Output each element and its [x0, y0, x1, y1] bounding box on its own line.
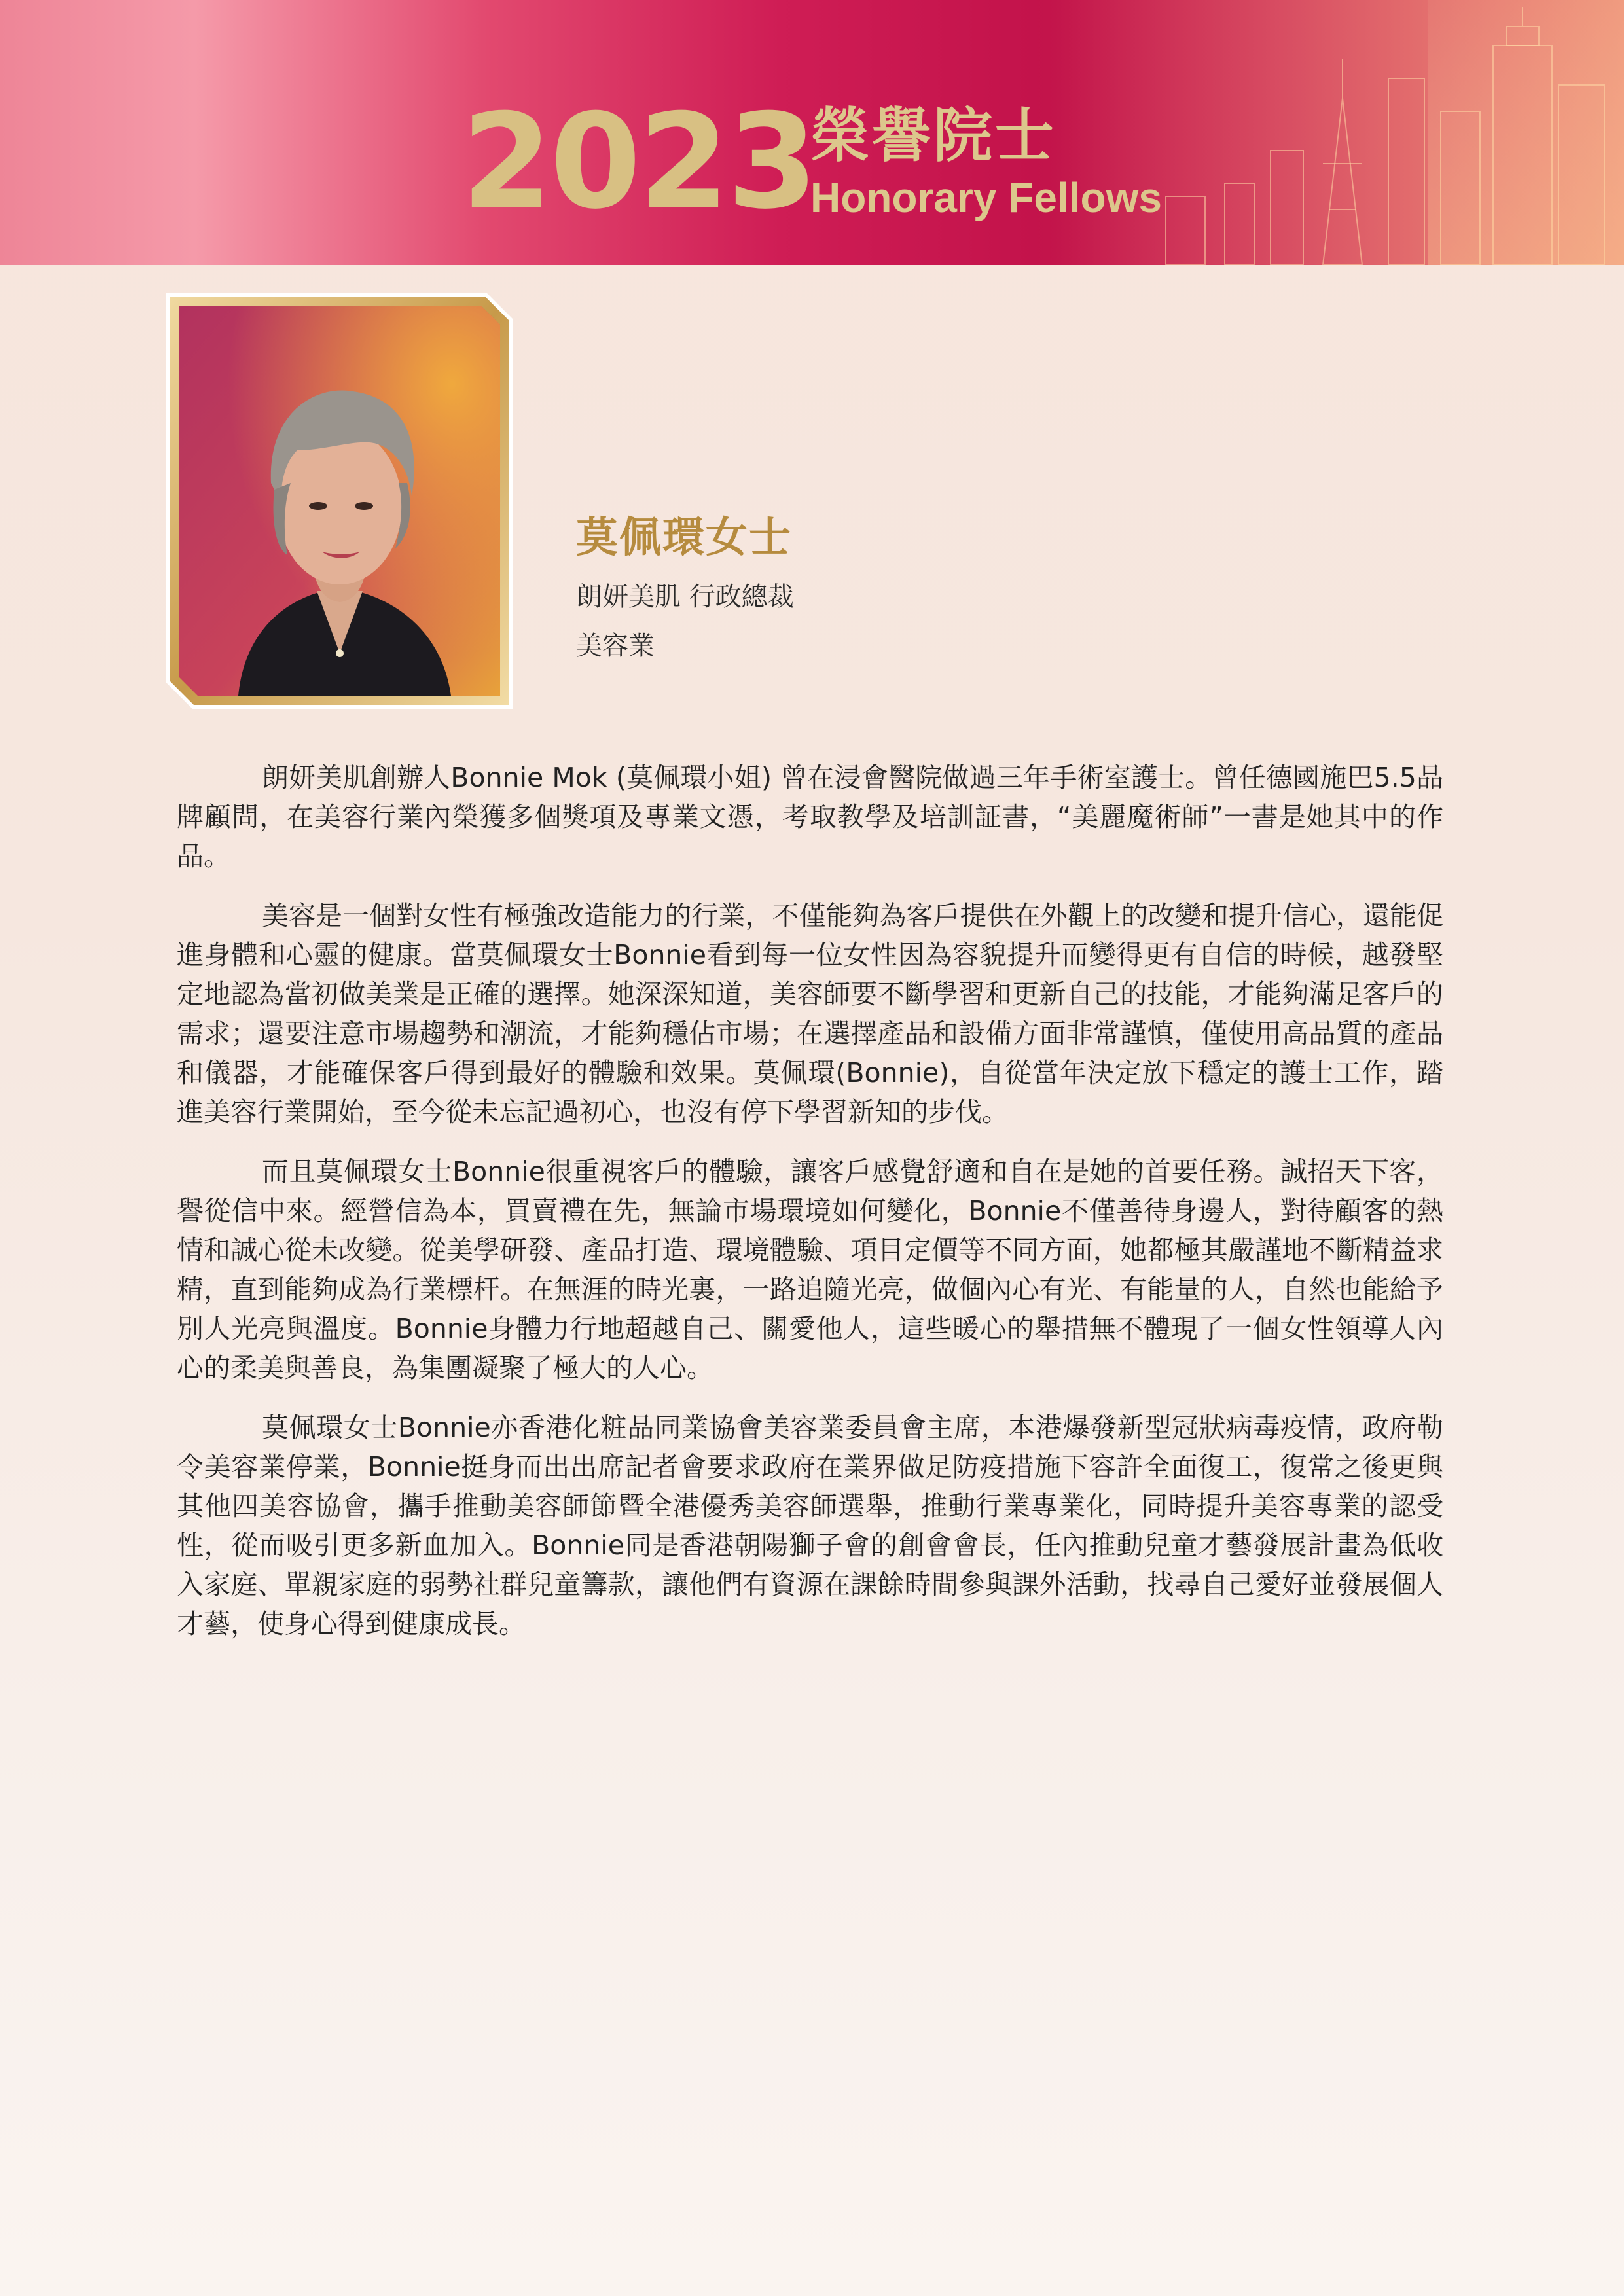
portrait-photo	[160, 287, 520, 715]
biography-paragraph: 莫佩環女士Bonnie亦香港化粧品同業協會美容業委員會主席，本港爆發新型冠狀病毒疫情，政府勒令美容業停業，Bonnie挺身而出出席記者會要求政府在業界做足防疫措施下容許全面復工，復常之後更與其他四美容協會，攜手推動美容師節暨全港優秀美容師選舉，推動行業專業化，同時提升美容專業的認受性，從而吸引更多新血加入。Bonnie同是香港朝陽獅子會的創會會長，任內推動兒童才藝發展計畫為低收入家庭、單親家庭的弱勢社群兒童籌款，讓他們有資源在課餘時間參與課外活動，找尋自己愛好並發展個人才藝，使身心得到健康成長。	[177, 1412, 1443, 1640]
biography-text	[177, 758, 1443, 1664]
biography-paragraph: 而且莫佩環女士Bonnie很重視客戶的體驗，讓客戶感覺舒適和自在是她的首要任務。誠招天下客，譽從信中來。經營信為本，買賣禮在先，無論市場環境如何變化，Bonnie不僅善待身邊人，對待顧客的熱情和誠心從未改變。從美學研發、產品打造、環境體驗、項目定價等不同方面，她都極其嚴謹地不斷精益求精，直到能夠成為行業標杆。在無涯的時光裏，一路追隨光亮，做個內心有光、有能量的人，自然也能給予別人光亮與溫度。Bonnie身體力行地超越自己、關愛他人，這些暖心的舉措無不體現了一個女性領導人內心的柔美與善良，為集團凝聚了極大的人心。	[177, 1156, 1443, 1384]
biography-paragraph: 朗妍美肌創辦人Bonnie Mok (莫佩環小姐) 曾在浸會醫院做過三年手術室護士。曾任德國施巴5.5品牌顧問，在美容行業內榮獲多個獎項及專業文憑，考取教學及培訓証書，“美麗魔術師”一書是她其中的作品。	[177, 762, 1443, 872]
header-year: 2023	[461, 86, 816, 238]
biography-paragraph: 美容是一個對女性有極強改造能力的行業，不僅能夠為客戶提供在外觀上的改變和提升信心，還能促進身體和心靈的健康。當莫佩環女士Bonnie看到每一位女性因為容貌提升而變得更有自信的時候，越發堅定地認為當初做美業是正確的選擇。她深深知道，美容師要不斷學習和更新自己的技能，才能夠滿足客戶的需求；還要注意市場趨勢和潮流，才能夠穩佔市場；在選擇產品和設備方面非常謹慎，僅使用高品質的產品和儀器，才能確保客戶得到最好的體驗和效果。莫佩環(Bonnie)，自從當年決定放下穩定的護士工作，踏進美容行業開始，至今從未忘記過初心，也沒有停下學習新知的步伐。	[177, 900, 1443, 1128]
header-banner	[0, 0, 1624, 265]
fellow-position: 朗妍美肌 行政總裁	[576, 582, 794, 612]
city-skyline-graphic	[1035, 0, 1624, 265]
fellow-industry: 美容業	[576, 631, 655, 661]
header-title-chinese: 榮譽院士	[810, 101, 1056, 170]
fellow-name: 莫佩環女士	[576, 514, 792, 562]
header-title-english: Honorary Fellows	[810, 174, 1162, 221]
